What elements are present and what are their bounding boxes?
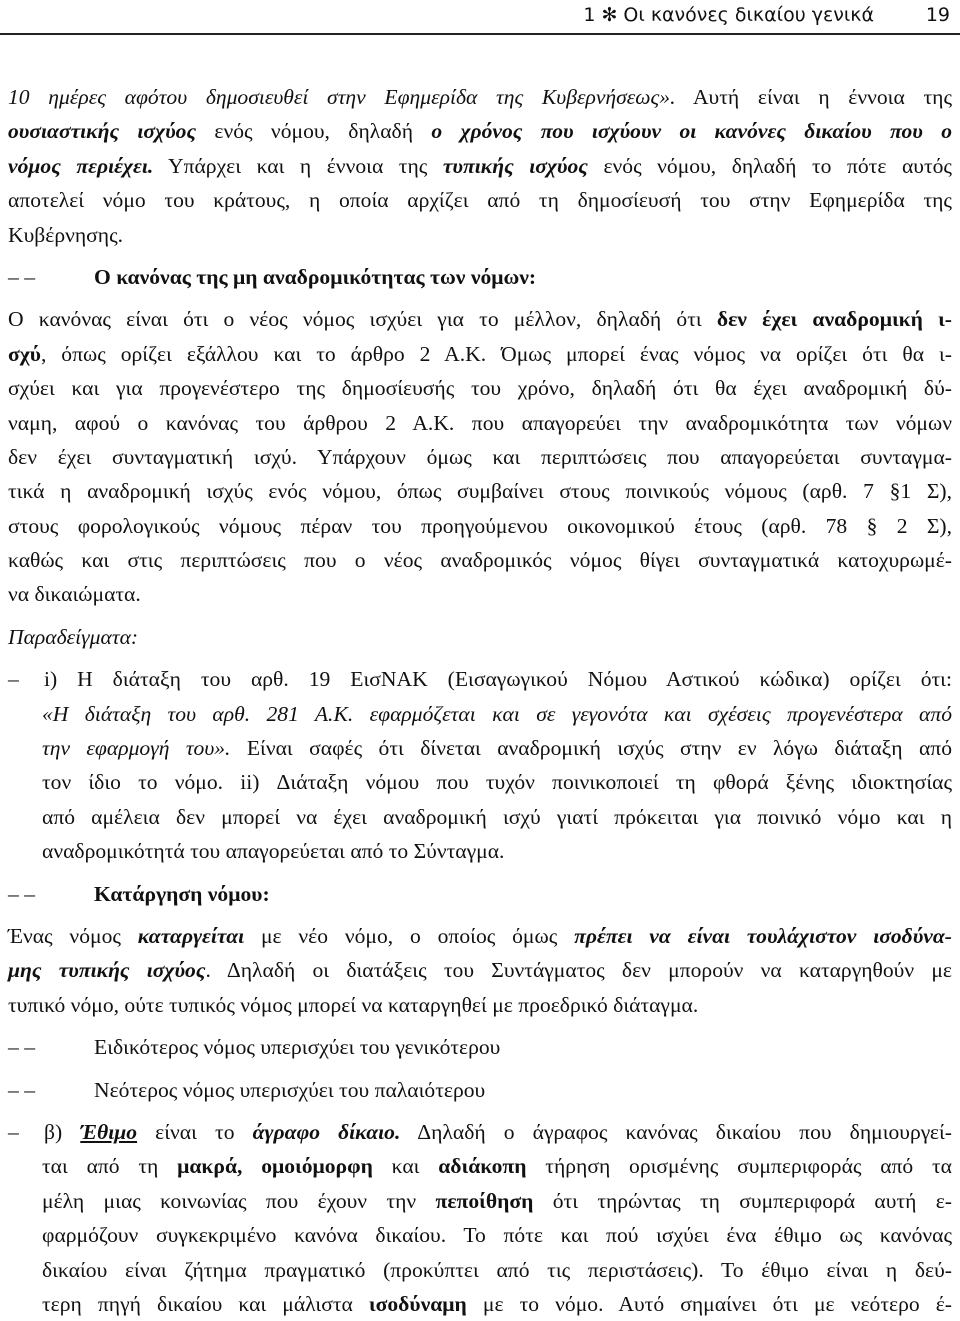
text-run: β) xyxy=(44,1119,81,1144)
text-run: Υπάρχει και η έννοια της xyxy=(153,153,443,178)
header-rule xyxy=(0,33,960,35)
text-run: πεποίθηση xyxy=(435,1188,534,1213)
text-line xyxy=(8,302,952,336)
text-line xyxy=(8,953,952,987)
text-run: σχύει και για προγενέστερο της δημοσίευσής του χρόνο, δηλαδή ότι θα έχει αναδρομική δύ- xyxy=(8,376,952,401)
text-line xyxy=(8,834,952,868)
text-line xyxy=(8,149,952,183)
text-run: ο χρόνος που ισχύουν οι κανόνες δικαίου που ο xyxy=(431,119,953,144)
text-line xyxy=(8,697,952,731)
text-run: Είναι σαφές ότι δίνεται αναδρομική ισχύς στην εν λόγω διάταξη από xyxy=(230,736,952,761)
text-run: και xyxy=(372,1154,439,1179)
text-line xyxy=(8,114,952,148)
text-run: την εφαρμογή του». xyxy=(42,736,231,761)
text-run: . Δηλαδή οι διατάξεις του Συντάγματος δεν μπορούν να καταργηθούν με xyxy=(205,958,952,983)
text-line xyxy=(8,988,952,1022)
paragraph-gap xyxy=(8,911,952,919)
text-line xyxy=(8,1218,952,1252)
text-run: Κυβέρνησης. xyxy=(8,222,124,247)
text-run: Ο κανόνας είναι ότι ο νέος νόμος ισχύει για το μέλλον, δηλαδή ότι xyxy=(8,307,717,332)
text-run: τυπικό νόμο, ούτε τυπικός νόμος μπορεί να καταργηθεί με προεδρικό διάταγμα. xyxy=(8,992,699,1017)
text-run: φαρμόζουν συγκεκριμένο κανόνα δικαίου. Το πότε και πού ισχύει ένα έθιμο ως κανόνας xyxy=(42,1223,952,1248)
text-line xyxy=(8,765,952,799)
paragraph-gap xyxy=(8,1107,952,1115)
text-run: 10 ημέρες αφότου δημοσιευθεί στην Εφημερίδα της Κυβερνήσεως». xyxy=(8,85,676,109)
text-run: σχύ xyxy=(8,341,41,366)
text-line xyxy=(8,183,952,217)
paragraph-gap xyxy=(8,1065,952,1073)
text-run: τικά η αναδρομική ισχύς ενός νόμου, όπως συμβαίνει στους ποινικούς νόμους (αρθ. 7 §1 Σ), xyxy=(8,479,952,504)
text-run: Ένας νόμος xyxy=(8,923,138,948)
text-line xyxy=(8,337,952,371)
text-line xyxy=(8,1115,952,1149)
list-dash: – – xyxy=(8,1035,35,1060)
text-run: Νεότερος νόμος υπερισχύει του παλαιότερου xyxy=(94,1077,486,1102)
text-line xyxy=(8,800,952,834)
text-line xyxy=(8,919,952,953)
text-line xyxy=(8,1184,952,1218)
text-line xyxy=(8,731,952,765)
text-run: στους φορολογικούς νόμους πέραν του προηγούμενου οικονομικού έτους (αρθ. 78 § 2 Σ), xyxy=(8,513,952,538)
text-run: τυπικής ισχύος xyxy=(442,153,588,178)
text-line xyxy=(8,80,952,114)
body-text xyxy=(8,80,952,1321)
text-run: αποτελεί νόμο του κράτους, η οποία αρχίζει από τη δημοσίευσή του στην Εφημερίδα της xyxy=(8,188,952,213)
text-line xyxy=(8,440,952,474)
text-run: Έθιμο xyxy=(80,1119,138,1144)
text-run: να δικαιώματα. xyxy=(8,582,141,607)
text-line xyxy=(8,1253,952,1287)
text-run: Δηλαδή ο άγραφος κανόνας δικαίου που δημιουργεί- xyxy=(400,1119,953,1144)
text-run: Ειδικότερος νόμος υπερισχύει του γενικότερου xyxy=(94,1035,501,1060)
text-line xyxy=(8,1287,952,1321)
text-run: με το νόμο. Αυτό σημαίνει ότι με νεότερο έ- xyxy=(466,1291,952,1316)
paragraph-gap xyxy=(8,1022,952,1030)
text-line xyxy=(8,577,952,611)
text-line xyxy=(8,1030,952,1064)
list-dash: – xyxy=(8,667,19,692)
chapter-title: 1 ✻ Οι κανόνες δικαίου γενικά xyxy=(583,4,874,26)
text-run: Αυτή είναι η έννοια της xyxy=(675,85,952,109)
paragraph-gap xyxy=(8,294,952,302)
text-line xyxy=(8,620,952,654)
text-run: άγραφο δίκαιο. xyxy=(252,1119,401,1144)
text-run: αναδρομικότητά του απαγορεύεται από το Σύνταγμα. xyxy=(42,839,505,864)
text-run: μακρά, ομοιόμορφη xyxy=(177,1154,373,1179)
text-run: μης τυπικής ισχύος xyxy=(8,958,206,983)
text-run: δικαίου είναι ζήτημα πραγματικό (προκύπτει από τις περιστάσεις). Το έθιμο είναι η δεύ- xyxy=(42,1257,952,1282)
text-run: Κατάργηση νόμου: xyxy=(94,881,270,906)
text-run: ισοδύναμη xyxy=(368,1291,467,1316)
text-run: ενός νόμου, δηλαδή το πότε αυτός xyxy=(587,153,952,178)
page-number: 19 xyxy=(925,4,950,26)
text-run: καθώς και στις περιπτώσεις που ο νέος αναδρομικός νόμος θίγει συνταγματικά κατοχυρωμέ- xyxy=(8,548,952,573)
text-run: πρέπει να είναι τουλάχιστον ισοδύνα- xyxy=(574,923,952,948)
text-run: με νέο νόμο, ο οποίος όμως xyxy=(244,923,575,948)
text-run: i) Η διάταξη του αρθ. 19 ΕισΝΑΚ (Εισαγωγικού Νόμου Αστικού κώδικα) ορίζει ότι: xyxy=(44,667,952,692)
text-run: νόμος περιέχει. xyxy=(8,153,154,178)
list-dash: – – xyxy=(8,264,35,289)
list-dash: – – xyxy=(8,881,35,906)
text-run: ότι τηρώντας τη συμπεριφορά αυτή ε- xyxy=(533,1188,952,1213)
text-run: ται από τη xyxy=(42,1154,178,1179)
text-line xyxy=(8,662,952,696)
text-run: τον ίδιο το νόμο. ii) Διάταξη νόμου που τυχόν ποινικοποιεί τη φθορά ξένης ιδιοκτησίας xyxy=(42,770,952,795)
text-run: Παραδείγματα: xyxy=(8,624,139,649)
text-run: , όπως ορίζει εξάλλου και το άρθρο 2 Α.Κ. Όμως μπορεί ένας νόμος να ορίζει ότι θα ι- xyxy=(40,341,952,366)
text-line xyxy=(8,474,952,508)
running-header xyxy=(0,0,960,32)
text-line xyxy=(8,260,952,294)
text-run: ναμη, αφού ο κανόνας του άρθρου 2 Α.Κ. που απαγορεύει την αναδρομικότητα των νόμων xyxy=(8,410,952,435)
text-run: Ο κανόνας της μη αναδρομικότητας των νόμων: xyxy=(94,264,537,289)
text-line xyxy=(8,877,952,911)
list-dash: – xyxy=(8,1119,19,1144)
text-line xyxy=(8,1073,952,1107)
text-line xyxy=(8,509,952,543)
text-line xyxy=(8,406,952,440)
text-run: δεν έχει αναδρομική ι- xyxy=(716,307,952,332)
text-run: ενός νόμου, δηλαδή xyxy=(196,119,432,144)
text-run: αδιάκοπη xyxy=(438,1154,527,1179)
paragraph-gap xyxy=(8,869,952,877)
text-line xyxy=(8,543,952,577)
text-run: «Η διάταξη του αρθ. 281 Α.Κ. εφαρμόζεται και σε γεγονότα και σχέσεις προγενέστερα από xyxy=(42,701,952,726)
text-run: μέλη μιας κοινωνίας που έχουν την xyxy=(42,1188,436,1213)
text-run: είναι το xyxy=(137,1119,253,1144)
text-run: από αμέλεια δεν μπορεί να έχει αναδρομική ισχύ γιατί πρόκειται για ποινικό νόμο και η xyxy=(42,804,952,829)
text-run: τήρηση ορισμένης συμπεριφοράς από τα xyxy=(526,1154,952,1179)
list-dash: – – xyxy=(8,1077,35,1102)
text-run: ουσιαστικής ισχύος xyxy=(8,119,197,144)
text-line xyxy=(8,218,952,252)
paragraph-gap xyxy=(8,252,952,260)
text-run: τερη πηγή δικαίου και μάλιστα xyxy=(42,1291,369,1316)
text-line xyxy=(8,1149,952,1183)
text-run: δεν έχει συνταγματική ισχύ. Υπάρχουν όμως και περιπτώσεις που απαγορεύεται συνταγμα- xyxy=(8,444,952,469)
text-run: καταργείται xyxy=(137,923,245,948)
paragraph-gap xyxy=(8,612,952,620)
text-line xyxy=(8,371,952,405)
paragraph-gap xyxy=(8,654,952,662)
